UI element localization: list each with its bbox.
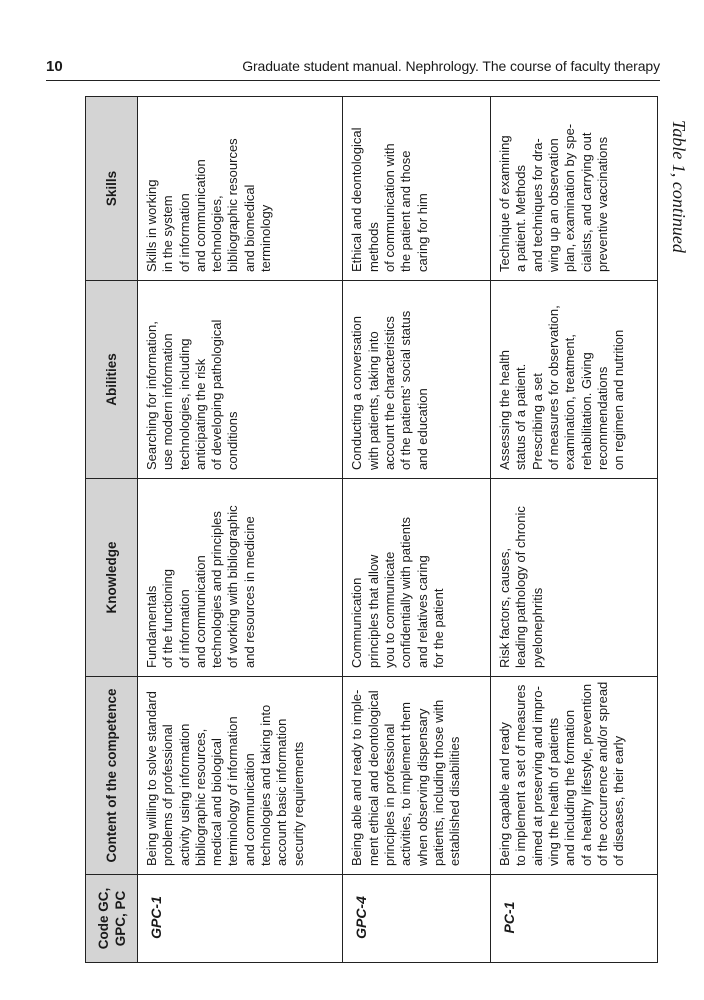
cell-text-line: rehabilitation. Giving — [578, 352, 594, 470]
cell-text-line: leading pathology of chronic — [513, 506, 529, 668]
header-code-line1: Code GC, — [95, 887, 111, 950]
cell-text-line: problems of professional — [160, 724, 176, 866]
cell-text-line: Communication — [349, 577, 365, 668]
cell-text-line: of developing pathological — [209, 319, 225, 470]
header-code-line2: GPC, PC — [112, 890, 128, 947]
cell-text-line: of communication with — [381, 143, 397, 272]
cell-text-line: principles that allow — [365, 554, 381, 668]
content-cell — [491, 677, 658, 875]
cell-text-line: preventive vaccinations — [594, 136, 610, 272]
code-cell: PC-1 — [491, 875, 658, 963]
cell-text-line: conditions — [225, 411, 241, 470]
cell-text-line: when observing dispensary — [414, 708, 430, 866]
knowledge-cell — [138, 479, 343, 677]
header-code — [86, 875, 138, 963]
cell-text-line: principles in professional — [381, 723, 397, 866]
cell-text-line: plan, examination by spe- — [562, 123, 578, 272]
cell-text-line: and resources in medicine — [241, 516, 257, 668]
skills-cell — [343, 97, 491, 281]
cell-text-line: examination, treatment, — [562, 334, 578, 470]
rotated-table-container — [85, 97, 658, 963]
table-frame — [85, 97, 658, 963]
cell-text-line: on regimen and nutrition — [611, 329, 627, 470]
cell-text-line: terminology of information — [225, 716, 241, 866]
cell-text-line: Fundamentals — [144, 585, 159, 668]
cell-text-line: of a healthy lifestyle, prevention — [578, 683, 594, 866]
cell-text-line: Ethical and deontological — [349, 127, 365, 272]
cell-text-line: status of a patient. — [513, 363, 529, 470]
cell-text-line: of the patients’ social status — [398, 310, 414, 470]
cell-text-line: and communication — [241, 753, 257, 866]
cell-text-line: pyelonephritis — [529, 587, 545, 668]
cell-text-line: security requirements — [290, 741, 306, 866]
code-cell: GPC-4 — [343, 875, 491, 963]
cell-text-line: anticipating the risk — [192, 358, 208, 470]
cell-text-line: to implement a set of measures — [513, 684, 529, 866]
cell-text-line: Assessing the health — [497, 350, 513, 470]
header-skills: Skills — [86, 97, 138, 281]
cell-text-line: with patients, taking into — [365, 331, 381, 470]
table-body — [138, 97, 658, 963]
cell-text-line: terminology — [258, 204, 274, 272]
header-abilities: Abilities — [86, 281, 138, 479]
cell-text-line: methods — [365, 222, 381, 272]
cell-text-line: Skills in working — [144, 179, 159, 272]
cell-text-line: bibliographic resources, — [192, 728, 208, 866]
cell-text-line: Technique of examining — [497, 135, 513, 272]
knowledge-cell — [491, 479, 658, 677]
header-content: Content of the competence — [86, 677, 138, 875]
cell-text-line: and communication — [192, 555, 208, 668]
cell-text-line: Prescribing a set — [529, 373, 545, 470]
table-caption: Table 1, continued — [669, 120, 689, 253]
cell-text-line: Conducting a conversation — [349, 316, 365, 470]
cell-text-line: wing up an observation — [545, 138, 561, 272]
cell-text-line: a patient. Methods — [513, 165, 529, 272]
cell-text-line: technologies, — [209, 195, 225, 272]
table-row — [138, 97, 343, 963]
cell-text-line: Searching for information, — [144, 321, 159, 470]
cell-text-line: technologies, including — [176, 338, 192, 470]
cell-text-line: and including the formation — [562, 709, 578, 866]
cell-text-line: patients, including those with — [430, 699, 446, 866]
cell-text-line: activities, to implement them — [398, 701, 414, 866]
cell-text-line: ving the health of patients — [545, 717, 561, 866]
cell-text-line: of information — [176, 193, 192, 272]
cell-text-line: account basic information — [274, 718, 290, 866]
skills-cell — [138, 97, 343, 281]
cell-text-line: technologies and principles — [209, 511, 225, 668]
cell-text-line: caring for him — [414, 193, 430, 272]
cell-text-line: Being capable and ready — [497, 722, 513, 866]
cell-text-line: and techniques for dra- — [529, 138, 545, 272]
table-row — [343, 97, 491, 963]
cell-text-line: and communication — [192, 159, 208, 272]
cell-text-line: you to communicate — [381, 551, 397, 668]
table-header-row — [86, 97, 138, 963]
cell-text-line: bibliographic resources — [225, 138, 241, 272]
cell-text-line: activity using information — [176, 723, 192, 866]
code-cell: GPC-1 — [138, 875, 343, 963]
cell-text-line: cialists, and carrying out — [578, 132, 594, 272]
header-rule — [46, 80, 660, 81]
cell-text-line: and education — [414, 388, 430, 470]
cell-text-line: of measures for observation, — [545, 305, 561, 470]
cell-text-line: in the system — [160, 195, 176, 272]
cell-text-line: the patient and those — [398, 150, 414, 272]
content-cell — [343, 677, 491, 875]
cell-text-line: Being able and ready to imple- — [349, 689, 365, 866]
cell-text-line: for the patient — [430, 588, 446, 668]
cell-text-line: of information — [176, 589, 192, 668]
cell-text-line: recommendations — [594, 366, 610, 470]
cell-text-line: of diseases, their early — [611, 735, 627, 866]
cell-text-line: of the occurrence and/or spread — [594, 681, 610, 866]
content-cell — [138, 677, 343, 875]
cell-text-line: established disabilities — [447, 736, 463, 866]
cell-text-line: ment ethical and deontological — [365, 690, 381, 866]
abilities-cell — [343, 281, 491, 479]
running-title: Graduate student manual. Nephrology. The course of faculty therapy — [242, 58, 660, 74]
competence-table — [85, 96, 658, 963]
abilities-cell — [491, 281, 658, 479]
header-knowledge: Knowledge — [86, 479, 138, 677]
cell-text-line: and relatives caring — [414, 555, 430, 668]
cell-text-line: technologies and taking into — [258, 704, 274, 866]
cell-text-line: of the functioning — [160, 568, 176, 668]
skills-cell — [491, 97, 658, 281]
cell-text-line: account the characteristics — [381, 316, 397, 470]
knowledge-cell — [343, 479, 491, 677]
table-row — [491, 97, 658, 963]
abilities-cell — [138, 281, 343, 479]
cell-text-line: medical and biological — [209, 738, 225, 866]
cell-text-line: confidentially with patients — [398, 516, 414, 668]
page-number: 10 — [46, 58, 63, 75]
cell-text-line: aimed at preserving and impro- — [529, 686, 545, 866]
cell-text-line: Being willing to solve standard — [144, 691, 159, 866]
cell-text-line: Risk factors, causes, — [497, 548, 513, 668]
cell-text-line: of working with bibliographic — [225, 505, 241, 668]
cell-text-line: and biomedical — [241, 184, 257, 272]
cell-text-line: use modern information — [160, 333, 176, 470]
